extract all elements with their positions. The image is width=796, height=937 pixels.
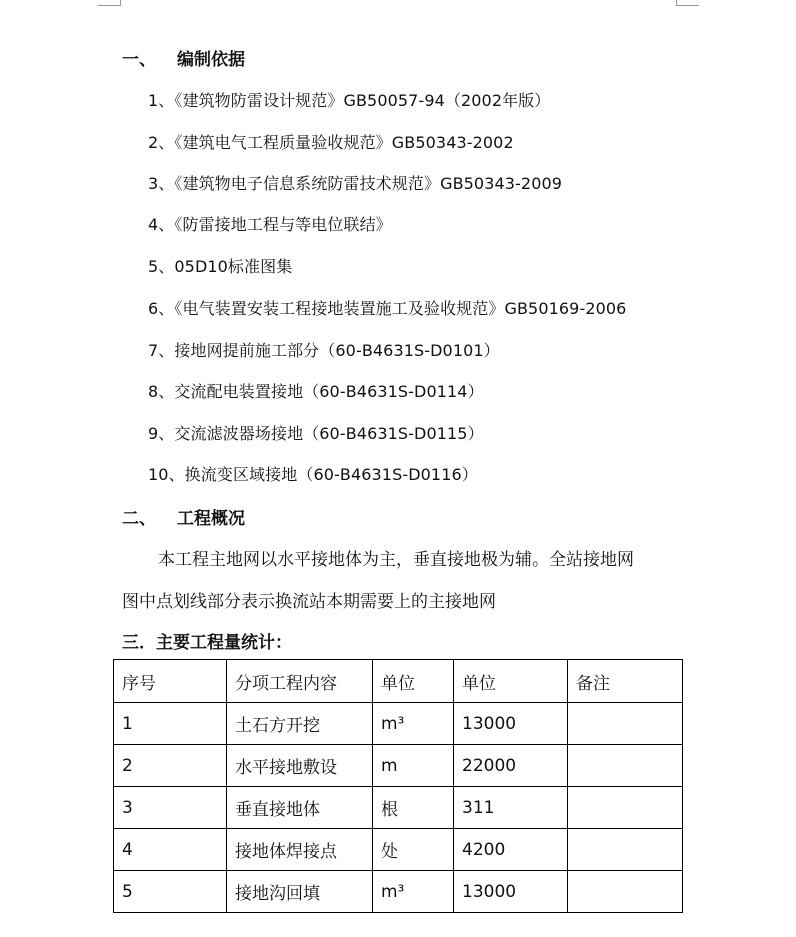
table-cell: 13000 (454, 703, 568, 745)
table-header-cell: 序号 (114, 660, 227, 703)
table-header-cell: 单位 (373, 660, 454, 703)
table-row (114, 745, 683, 787)
table-cell: m³ (373, 871, 454, 913)
reference-item-8: 8、交流配电装置接地（60-B4631S-D0114） (148, 382, 484, 401)
table-cell: 根 (373, 787, 454, 829)
reference-item-5: 5、05D10标准图集 (148, 257, 293, 276)
reference-item-9: 9、交流滤波器场接地（60-B4631S-D0115） (148, 424, 484, 443)
table-header-cell: 备注 (568, 660, 683, 703)
section3-heading: 三．主要工程量统计： (122, 633, 292, 653)
table-cell: m³ (373, 703, 454, 745)
reference-item-7: 7、接地网提前施工部分（60-B4631S-D0101） (148, 341, 500, 360)
table-cell: 4200 (454, 829, 568, 871)
table-cell: 水平接地敷设 (227, 745, 373, 787)
reference-item-2: 2、《建筑电气工程质量验收规范》GB50343-2002 (148, 133, 514, 152)
table-row (114, 787, 683, 829)
reference-item-6: 6、《电气装置安装工程接地装置施工及验收规范》GB50169-2006 (148, 299, 627, 318)
section1-title: 编制依据 (177, 50, 245, 70)
table-cell: 22000 (454, 745, 568, 787)
table-cell (568, 787, 683, 829)
reference-item-1: 1、《建筑物防雷设计规范》GB50057-94（2002年版） (148, 91, 551, 110)
table-cell: 接地沟回填 (227, 871, 373, 913)
overview-paragraph-line1: 本工程主地网以水平接地体为主，垂直接地极为辅。全站接地网 (158, 550, 634, 570)
table-cell: 311 (454, 787, 568, 829)
table-cell (568, 871, 683, 913)
quantity-statistics-table (113, 659, 683, 913)
table-row (114, 703, 683, 745)
table-row (114, 871, 683, 913)
section2-heading (122, 504, 245, 529)
table-cell: m (373, 745, 454, 787)
table-cell: 4 (114, 829, 227, 871)
section1-heading (122, 45, 245, 70)
table-header-row (114, 660, 683, 703)
table-cell (568, 829, 683, 871)
table-header-cell: 分项工程内容 (227, 660, 373, 703)
table-row (114, 829, 683, 871)
table-cell: 垂直接地体 (227, 787, 373, 829)
table-cell: 1 (114, 703, 227, 745)
table-cell: 土石方开挖 (227, 703, 373, 745)
table-cell: 处 (373, 829, 454, 871)
table-cell: 13000 (454, 871, 568, 913)
table-cell: 5 (114, 871, 227, 913)
crop-mark-right (676, 0, 699, 6)
table-cell (568, 703, 683, 745)
section2-title: 工程概况 (177, 509, 245, 529)
reference-item-10: 10、换流变区域接地（60-B4631S-D0116） (148, 465, 478, 484)
reference-item-3: 3、《建筑物电子信息系统防雷技术规范》GB50343-2009 (148, 174, 563, 193)
section1-number: 一、 (122, 50, 156, 70)
section2-number: 二、 (122, 509, 156, 529)
table-cell (568, 745, 683, 787)
crop-mark-left (98, 0, 121, 6)
overview-paragraph-line2: 图中点划线部分表示换流站本期需要上的主接地网 (122, 592, 496, 612)
table-header-cell: 单位 (454, 660, 568, 703)
table-cell: 2 (114, 745, 227, 787)
table-cell: 3 (114, 787, 227, 829)
reference-item-4: 4、《防雷接地工程与等电位联结》 (148, 215, 392, 234)
table-cell: 接地体焊接点 (227, 829, 373, 871)
